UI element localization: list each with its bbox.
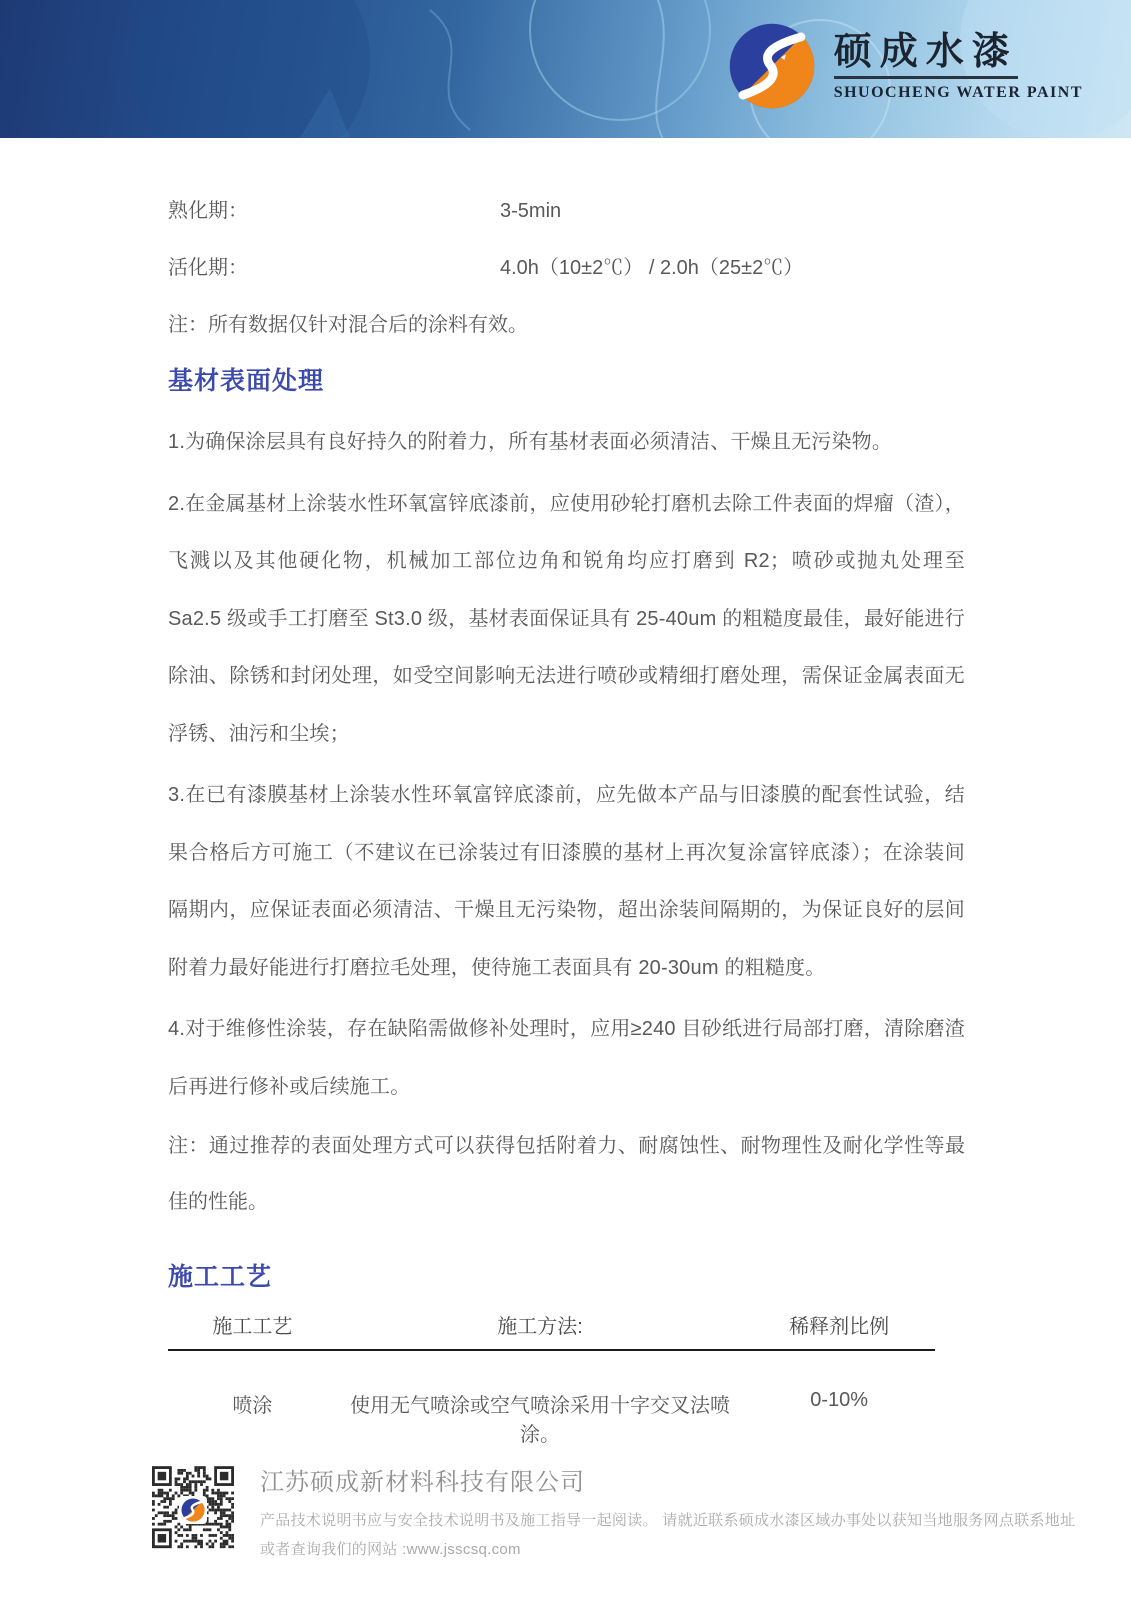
surface-note: 注：通过推荐的表面处理方式可以获得包括附着力、耐腐蚀性、耐物理性及耐化学性等最佳的性能。	[168, 1135, 965, 1213]
table-header-method: 施工方法:	[497, 1316, 583, 1338]
brand-name-english: SHUOCHENG WATER PAINT	[833, 84, 1083, 101]
company-name: 江苏硕成新材料科技有限公司	[260, 1469, 585, 1496]
brand-text	[834, 30, 1083, 102]
spec-row-curing-period	[168, 196, 965, 226]
surface-paragraph-3: 3.在已有漆膜基材上涂装水性环氧富锌底漆前，应先做本产品与旧漆膜的配套性试验，结果合格后方可施工（不建议在已涂装过有旧漆膜的基材上再次复涂富锌底漆）；在涂装间隔期内，应保证表面必须清洁、干燥且无污染物，超出涂装间隔期的，为保证良好的层间附着力最好能进行打磨拉毛处理，使待施工表面具有 20-30um 的粗糙度。	[168, 784, 965, 979]
surface-paragraph-4: 4.对于维修性涂装，存在缺陷需做修补处理时，应用≥240 目砂纸进行局部打磨，清除磨渣后再进行修补或后续施工。	[168, 1018, 965, 1098]
brand-emblem-icon	[181, 1498, 205, 1522]
spec-row-activation-period	[168, 253, 965, 283]
footer-text	[260, 1466, 1075, 1564]
table-cell-thinner-ratio: 0-10%	[810, 1389, 869, 1411]
application-process-table	[168, 1310, 935, 1447]
spec-value: 3-5min	[500, 200, 562, 222]
section-title-surface-treatment: 基材表面处理	[168, 367, 325, 395]
spec-label: 熟化期：	[168, 200, 248, 222]
brand-logo	[728, 22, 1083, 110]
table-row	[168, 1389, 935, 1447]
section-title-application-process: 施工工艺	[168, 1263, 273, 1291]
fineprint-line-1: 产品技术说明书应与安全技术说明书及施工指导一起阅读。 请就近联系硕成水漆区域办事处以获知当地服务网点联系地址	[260, 1512, 1076, 1529]
brand-emblem-icon	[728, 22, 816, 110]
table-cell-process: 喷涂	[232, 1395, 273, 1417]
surface-paragraph-1: 1.为确保涂层具有良好持久的附着力，所有基材表面必须清洁、干燥且无污染物。	[168, 431, 893, 453]
qr-center-logo	[179, 1496, 207, 1524]
spec-label: 活化期：	[168, 257, 248, 279]
table-header-process: 施工工艺	[212, 1316, 293, 1338]
table-header-thinner-ratio: 稀释剂比例	[789, 1316, 890, 1338]
page-content	[0, 138, 1131, 1447]
header-banner	[0, 0, 1131, 138]
page-footer	[152, 1466, 1082, 1564]
footer-fineprint	[260, 1506, 1075, 1564]
spec-value: 4.0h（10±2℃） / 2.0h（25±2℃）	[500, 257, 804, 279]
surface-paragraph-2: 2.在金属基材上涂装水性环氧富锌底漆前，应使用砂轮打磨机去除工件表面的焊瘤（渣），飞溅以及其他硬化物，机械加工部位边角和锐角均应打磨到 R2；喷砂或抛丸处理至 Sa2.5 级或手工打磨至 St3.0 级，基材表面保证具有 25-40um 的粗糙度最佳，最好能进行除油、除锈和封闭处理，如受空间影响无法进行喷砂或精细打磨处理，需保证金属表面无浮锈、油污和尘埃；	[168, 492, 965, 745]
brand-name-chinese: 硕成水漆	[834, 30, 1018, 79]
table-header-row	[168, 1310, 935, 1351]
table-cell-method: 使用无气喷涂或空气喷涂采用十字交叉法喷涂。	[349, 1395, 730, 1446]
specs-note: 注：所有数据仅针对混合后的涂料有效。	[168, 314, 528, 336]
fineprint-line-2: 或者查询我们的网站 :www.jsscsq.com	[260, 1541, 521, 1558]
qr-code	[152, 1466, 234, 1554]
